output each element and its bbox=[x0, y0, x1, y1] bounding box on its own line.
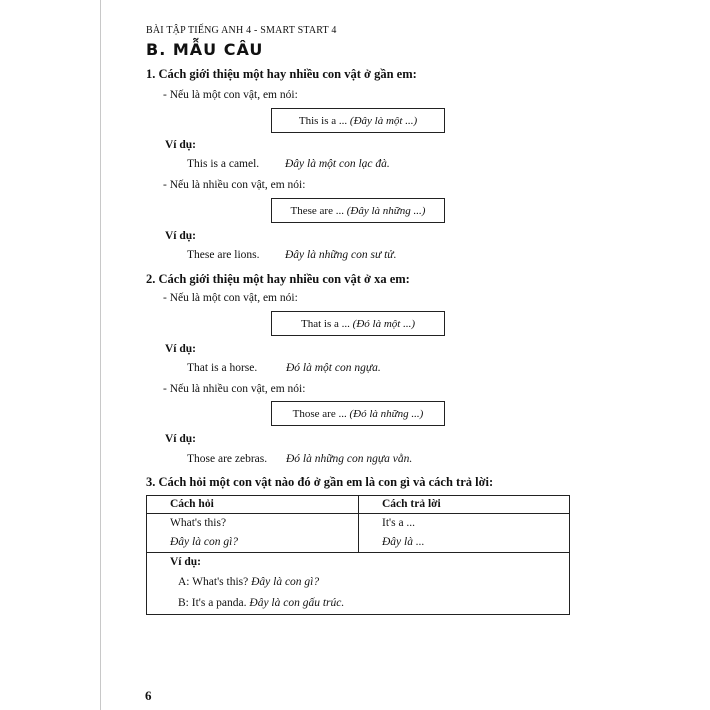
s2-single-box-vi: (Đó là một ...) bbox=[352, 317, 415, 330]
s1-example-label-2: Ví dụ: bbox=[165, 230, 196, 242]
s1-plural-example-vi: Đây là những con sư tử. bbox=[285, 249, 397, 261]
s1-single-pattern-box bbox=[271, 108, 445, 133]
s1-single-intro: - Nếu là một con vật, em nói: bbox=[163, 89, 298, 101]
s1-plural-box-vi: (Đây là những ...) bbox=[346, 204, 426, 217]
s2-single-intro: - Nếu là một con vật, em nói: bbox=[163, 292, 298, 304]
table-ask-cell bbox=[147, 514, 359, 553]
heading-2: 2. Cách giới thiệu một hay nhiều con vật ở xa em: bbox=[146, 272, 410, 286]
s2-example-label: Ví dụ: bbox=[165, 343, 196, 355]
s1-single-box-vi: (Đây là một ...) bbox=[349, 114, 418, 127]
table-ask-vi: Đây là con gì? bbox=[170, 536, 239, 548]
table-answer-cell bbox=[359, 514, 570, 553]
s2-plural-intro: - Nếu là nhiều con vật, em nói: bbox=[163, 383, 306, 395]
s2-example-label-2: Ví dụ: bbox=[165, 433, 196, 445]
table-example-label: Ví dụ: bbox=[170, 556, 201, 568]
table-ask-en: What's this? bbox=[170, 517, 227, 529]
example-a-en: A: What's this? bbox=[178, 576, 249, 588]
s2-plural-box-vi: (Đó là những ...) bbox=[349, 407, 424, 420]
s2-single-example-en: That is a horse. bbox=[187, 362, 258, 374]
heading-3: 3. Cách hỏi một con vật nào đó ở gần em là con gì và cách trả lời: bbox=[146, 475, 494, 489]
s2-single-box-en: That is a ... bbox=[301, 317, 350, 330]
table-header-ask-cell bbox=[147, 496, 359, 514]
table-header-ask: Cách hỏi bbox=[170, 498, 214, 510]
example-b-vi: Đây là con gấu trúc. bbox=[249, 597, 345, 609]
section-title: B. MẪU CÂU bbox=[146, 40, 264, 59]
s1-single-example-vi: Đây là một con lạc đà. bbox=[285, 158, 390, 170]
table-header-answer: Cách trả lời bbox=[382, 498, 441, 510]
example-b-en: B: It's a panda. bbox=[178, 597, 247, 609]
s1-plural-pattern-box bbox=[271, 198, 445, 223]
table-header-answer-cell bbox=[359, 496, 570, 514]
heading-1: 1. Cách giới thiệu một hay nhiều con vật ở gần em: bbox=[146, 67, 417, 81]
running-header: BÀI TẬP TIẾNG ANH 4 - SMART START 4 bbox=[146, 25, 337, 36]
s1-plural-example-en: These are lions. bbox=[187, 249, 260, 261]
s1-single-box-en: This is a ... bbox=[298, 114, 348, 127]
page-number: 6 bbox=[145, 688, 152, 703]
table-example-a bbox=[147, 572, 569, 593]
s2-plural-pattern-box bbox=[271, 401, 445, 426]
s2-single-pattern-box bbox=[271, 311, 445, 336]
s1-example-label: Ví dụ: bbox=[165, 139, 196, 151]
table-answer-en: It's a ... bbox=[382, 517, 416, 529]
s1-plural-box-en: These are ... bbox=[290, 204, 344, 217]
example-a-vi: Đây là con gì? bbox=[251, 576, 320, 588]
s1-single-example-en: This is a camel. bbox=[187, 158, 260, 170]
s2-plural-example-en: Those are zebras. bbox=[187, 453, 268, 465]
question-answer-table bbox=[146, 495, 570, 615]
s2-single-example-vi: Đó là một con ngựa. bbox=[286, 362, 381, 374]
s1-plural-intro: - Nếu là nhiều con vật, em nói: bbox=[163, 179, 306, 191]
table-example-b bbox=[147, 593, 569, 614]
s2-plural-box-en: Those are ... bbox=[292, 407, 347, 420]
s2-plural-example-vi: Đó là những con ngựa vằn. bbox=[286, 453, 413, 465]
table-answer-vi: Đây là ... bbox=[382, 536, 425, 548]
book-spine-line bbox=[100, 0, 101, 710]
table-example-cell bbox=[147, 553, 570, 615]
